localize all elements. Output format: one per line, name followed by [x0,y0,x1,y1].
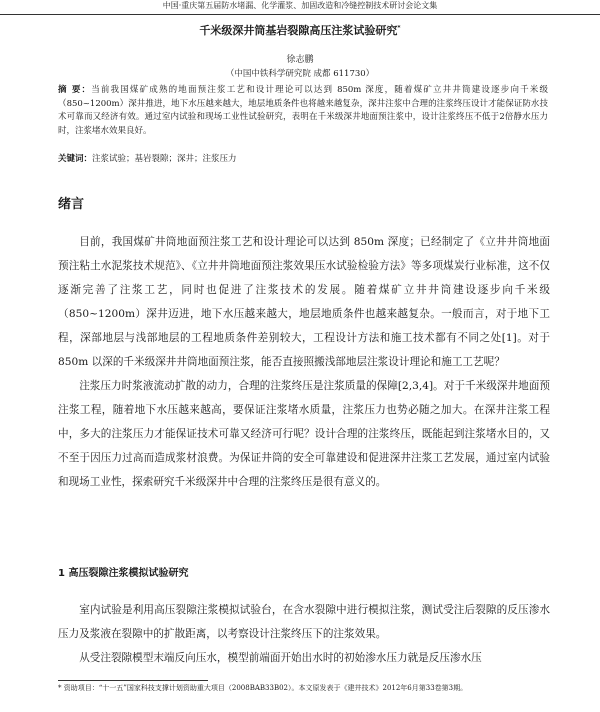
paper-title [0,22,600,38]
intro-paragraph-2: 注浆压力时浆液流动扩散的动力，合理的注浆终压是注浆质量的保障[2,3,4]。对于千米级深井地面预注浆工程，随着地下水压越来越高，要保证注浆堵水质量，注浆压力也势必随之加大。在深井注浆工程中，多大的注浆压力才能保证技术可靠又经济可行呢？设计合理的注浆终压，既能起到注浆堵水目的，又不至于因压力过高而造成浆材浪费。为保证井筒的安全可靠建设和促进深井注浆工艺发展，通过室内试验和现场工业性，探索研究千米级深井中合理的注浆终压是很有意义的。 [58,380,550,488]
section-heading-1: 1 高压裂隙注浆模拟试验研究 [58,568,189,579]
section-heading-intro: 绪言 [58,197,85,212]
keywords-block [58,153,548,166]
footnote-divider [58,680,208,681]
keywords-text: 注浆试验；基岩裂隙；深井；注浆压力 [92,154,237,164]
running-header: 中国·重庆第五届防水堵漏、化学灌浆、加固改造和冷缝控制技术研讨会论文集 [0,0,600,15]
abstract-label: 摘 要： [58,85,92,95]
section1-paragraph-1: 室内试验是利用高压裂隙注浆模拟试验台，在含水裂隙中进行模拟注浆，测试受注后裂隙的反压渗水压力及浆液在裂隙中的扩散距离，以考察设计注浆终压下的注浆效果。 [58,604,550,640]
section1-paragraph-2: 从受注裂隙模型末端反向压水，模型前端面开始出水时的初始渗水压力就是反压渗水压 [79,652,482,664]
author-name: 徐志鹏 [286,55,314,65]
footnote: * 资助项目：“十一五”国家科技支撑计划资助重大项目（2008BAB33B02）。本文原发表于《建井技术》2012年6月第33卷第3期。 [58,684,468,692]
intro-paragraph-1: 目前，我国煤矿井筒地面预注浆工艺和设计理论可以达到 850m 深度；已经制定了《立井井筒地面预注粘土水泥浆技术规范》、《立井井筒地面预注浆效果压水试验检验方法》等多项煤炭行业标准，这不仅逐渐完善了注浆工艺，同时也促进了注浆技术的发展。随着煤矿立井井筒建设逐步向千米级（850~1200m）深井迈进，地下水压越来越大，地层地质条件也越来越复杂。一般而言，对于地下工程，深部地层与浅部地层的工程地质条件差别较大，工程设计方法和施工技术都有不同之处[1]。对于 850m 以深的千米级深井井筒地面预注浆，能否直接照搬浅部地层注浆设计理论和施工工艺呢？ [58,236,550,368]
abstract-block [58,84,548,138]
abstract-text: 当前我国煤矿成熟的地面预注浆工艺和设计理论可以达到 850m 深度，随着煤矿立井井筒建设逐步向千米级（850~1200m）深井推进，地下水压越来越大，地层地质条件也将越来越复杂，深井注浆中合理的注浆终压设计才能保证防水技术可靠而又经济有效。通过室内试验和现场工业性试验研究，表明在千米级深井地面预注浆中，设计注浆终压不低于2倍静水压力时，注浆堵水效果良好。 [58,85,548,136]
author-affiliation: （中国中铁科学研究院 成都 611730） [225,69,375,79]
title-footnote-mark: * [397,24,401,32]
paper-title-text: 千米级深井筒基岩裂隙高压注浆试验研究 [199,24,398,37]
keywords-label: 关键词： [58,154,93,164]
